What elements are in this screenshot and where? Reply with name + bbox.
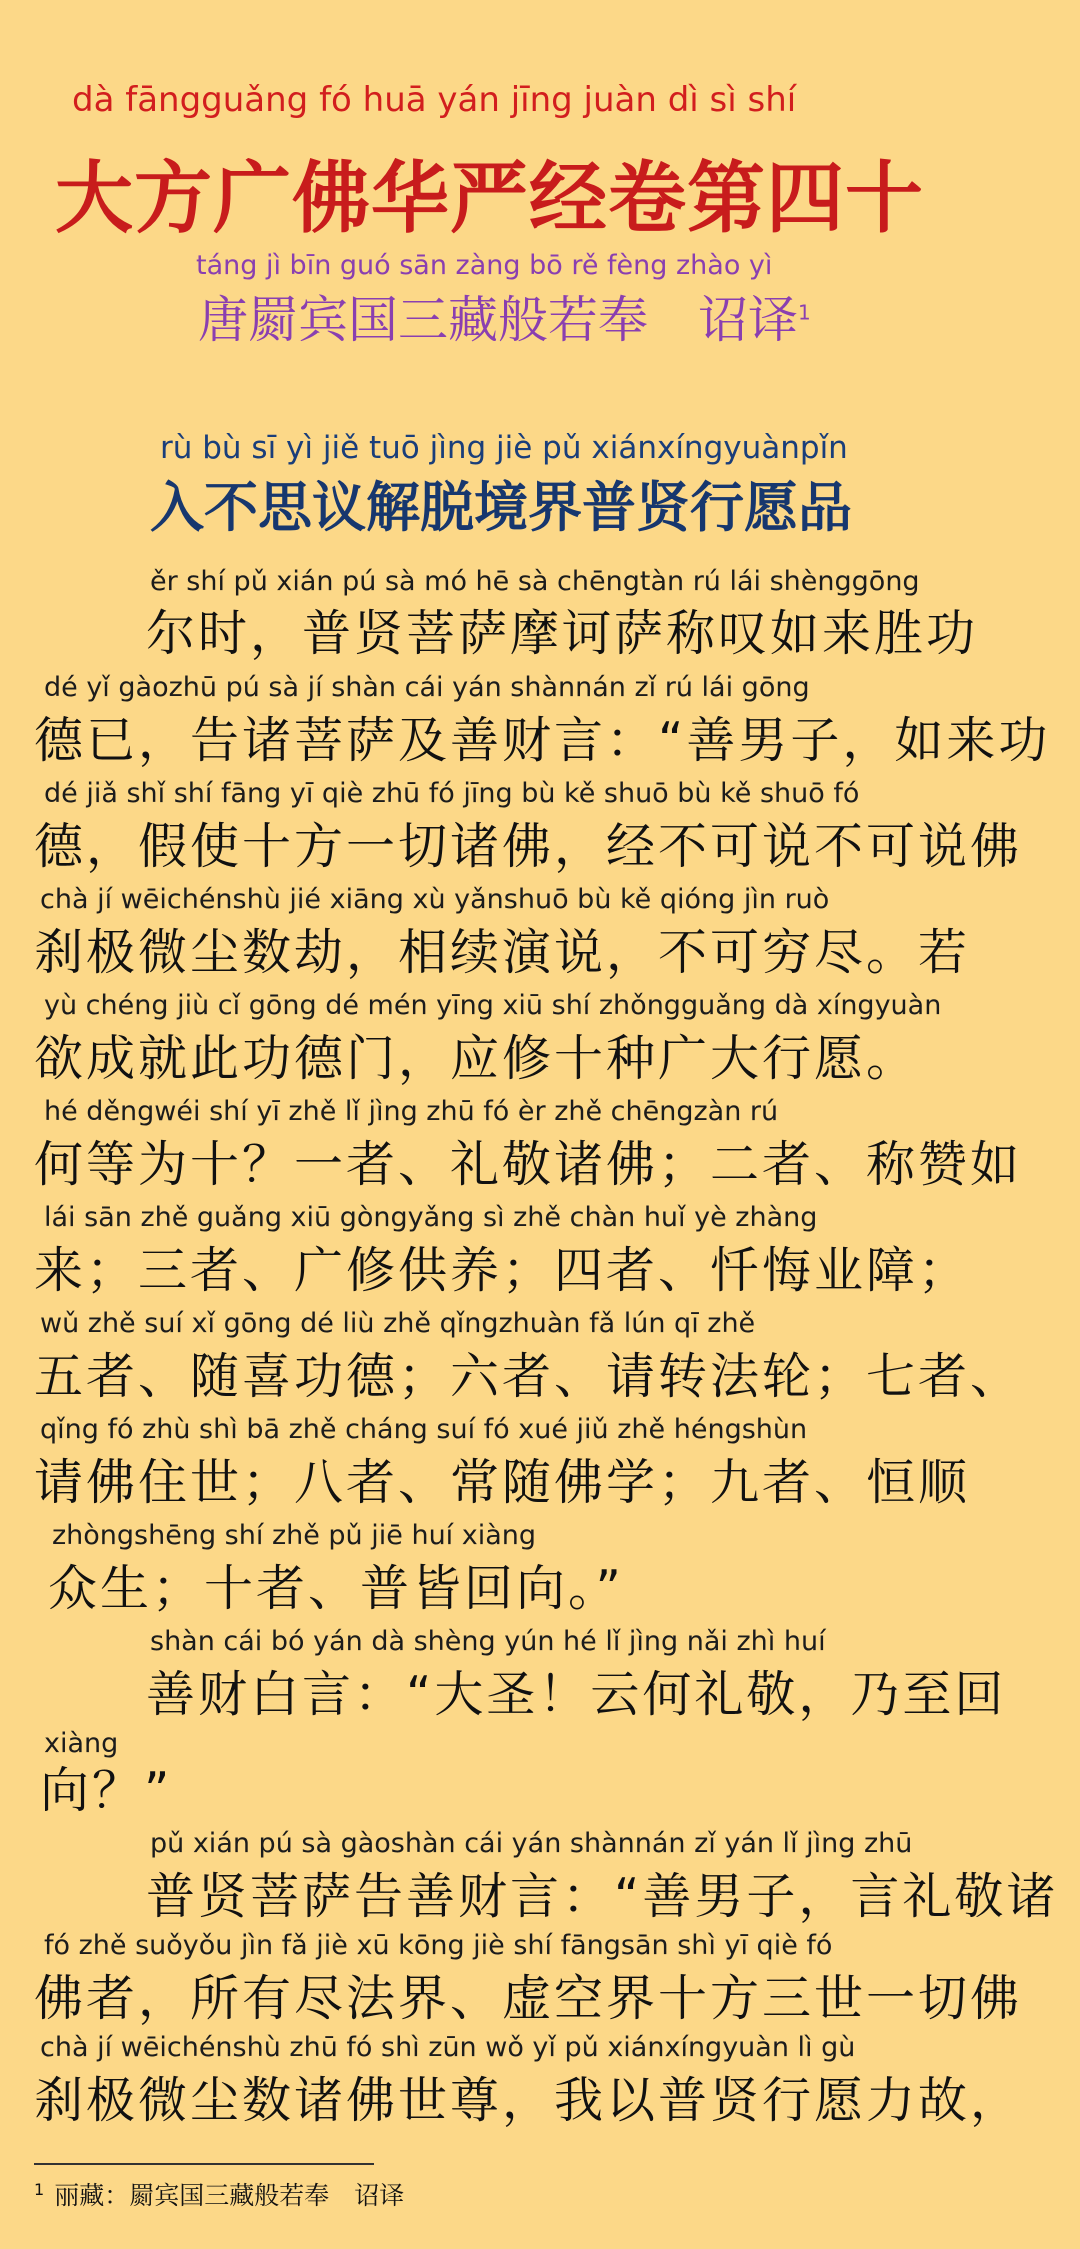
body-line-2: 德已，告诸菩萨及善财言：“善男子，如来功 <box>34 712 1051 769</box>
body-line-2-pinyin: dé yǐ gàozhū pú sà jí shàn cái yán shànnán zǐ rú lái gōng <box>44 672 810 703</box>
body-line-3: 德，假使十方一切诸佛，经不可说不可说佛 <box>34 818 1023 875</box>
body-line-7: 来；三者、广修供养；四者、忏悔业障； <box>34 1242 971 1299</box>
body-line-6: 何等为十？一者、礼敬诸佛；二者、称赞如 <box>34 1136 1023 1193</box>
body-line-15: 刹极微尘数诸佛世尊，我以普贤行愿力故， <box>34 2072 1023 2129</box>
body-line-12: 向？” <box>40 1762 173 1819</box>
translator-pinyin: táng jì bīn guó sān zàng bō rě fèng zhào yì <box>196 250 773 281</box>
footnote-divider <box>34 2163 374 2165</box>
body-line-3-pinyin: dé jiǎ shǐ shí fāng yī qiè zhū fó jīng bù kě shuō bù kě shuō fó <box>44 778 860 809</box>
body-line-8: 五者、随喜功德；六者、请转法轮；七者、 <box>34 1348 1023 1405</box>
footnote <box>34 2176 404 2212</box>
body-line-9-pinyin: qǐng fó zhù shì bā zhě cháng suí fó xué jiǔ zhě héngshùn <box>40 1414 808 1445</box>
body-line-4-pinyin: chà jí wēichénshù jié xiāng xù yǎnshuō bù kě qióng jìn ruò <box>40 884 830 915</box>
body-line-14: 佛者，所有尽法界、虚空界十方三世一切佛 <box>34 1970 1023 2027</box>
body-line-11-pinyin: shàn cái bó yán dà shèng yún hé lǐ jìng nǎi zhì huí <box>150 1626 826 1657</box>
body-line-15-pinyin: chà jí wēichénshù zhū fó shì zūn wǒ yǐ pǔ xiánxíngyuàn lì gù <box>40 2032 856 2063</box>
body-line-7-pinyin: lái sān zhě guǎng xiū gòngyǎng sì zhě chàn huǐ yè zhàng <box>44 1202 818 1233</box>
chapter-pinyin: rù bù sī yì jiě tuō jìng jiè pǔ xiánxíngyuànpǐn <box>160 430 848 466</box>
chapter-title: 入不思议解脱境界普贤行愿品 <box>150 476 852 539</box>
translator-text: 唐罽宾国三藏般若奉 诏译 <box>198 291 798 349</box>
body-line-10: 众生；十者、普皆回向。” <box>48 1560 624 1617</box>
body-line-4: 刹极微尘数劫，相续演说，不可穷尽。若 <box>34 924 971 981</box>
body-line-6-pinyin: hé děngwéi shí yī zhě lǐ jìng zhū fó èr zhě chēngzàn rú <box>44 1096 779 1127</box>
body-line-13-pinyin: pǔ xián pú sà gàoshàn cái yán shànnán zǐ yán lǐ jìng zhū <box>150 1828 913 1859</box>
body-line-14-pinyin: fó zhě suǒyǒu jìn fǎ jiè xū kōng jiè shí fāngsān shì yī qiè fó <box>44 1930 833 1961</box>
title-pinyin: dà fāngguǎng fó huā yán jīng juàn dì sì shí <box>72 80 797 120</box>
body-line-9: 请佛住世；八者、常随佛学；九者、恒顺 <box>34 1454 971 1511</box>
body-line-1-pinyin: ěr shí pǔ xián pú sà mó hē sà chēngtàn rú lái shènggōng <box>150 566 920 597</box>
body-line-11: 善财白言：“大圣！云何礼敬，乃至回 <box>146 1666 1007 1723</box>
footnote-mark: 1 <box>798 300 811 325</box>
body-line-13: 普贤菩萨告善财言：“善男子，言礼敬诸 <box>146 1868 1059 1925</box>
body-line-8-pinyin: wǔ zhě suí xǐ gōng dé liù zhě qǐngzhuàn fǎ lún qī zhě <box>40 1308 756 1339</box>
footnote-number: 1 <box>34 2179 45 2199</box>
scripture-title: 大方广佛华严经卷第四十 <box>55 154 925 244</box>
body-line-12-pinyin: xiàng <box>44 1728 119 1759</box>
body-line-5: 欲成就此功德门，应修十种广大行愿。 <box>34 1030 919 1087</box>
translator-line <box>198 280 811 352</box>
body-line-5-pinyin: yù chéng jiù cǐ gōng dé mén yīng xiū shí zhǒngguǎng dà xíngyuàn <box>44 990 942 1021</box>
body-line-1: 尔时，普贤菩萨摩诃萨称叹如来胜功 <box>146 605 979 662</box>
body-line-10-pinyin: zhòngshēng shí zhě pǔ jiē huí xiàng <box>52 1520 537 1551</box>
footnote-text: 丽藏：罽宾国三藏般若奉 诏译 <box>54 2181 405 2210</box>
